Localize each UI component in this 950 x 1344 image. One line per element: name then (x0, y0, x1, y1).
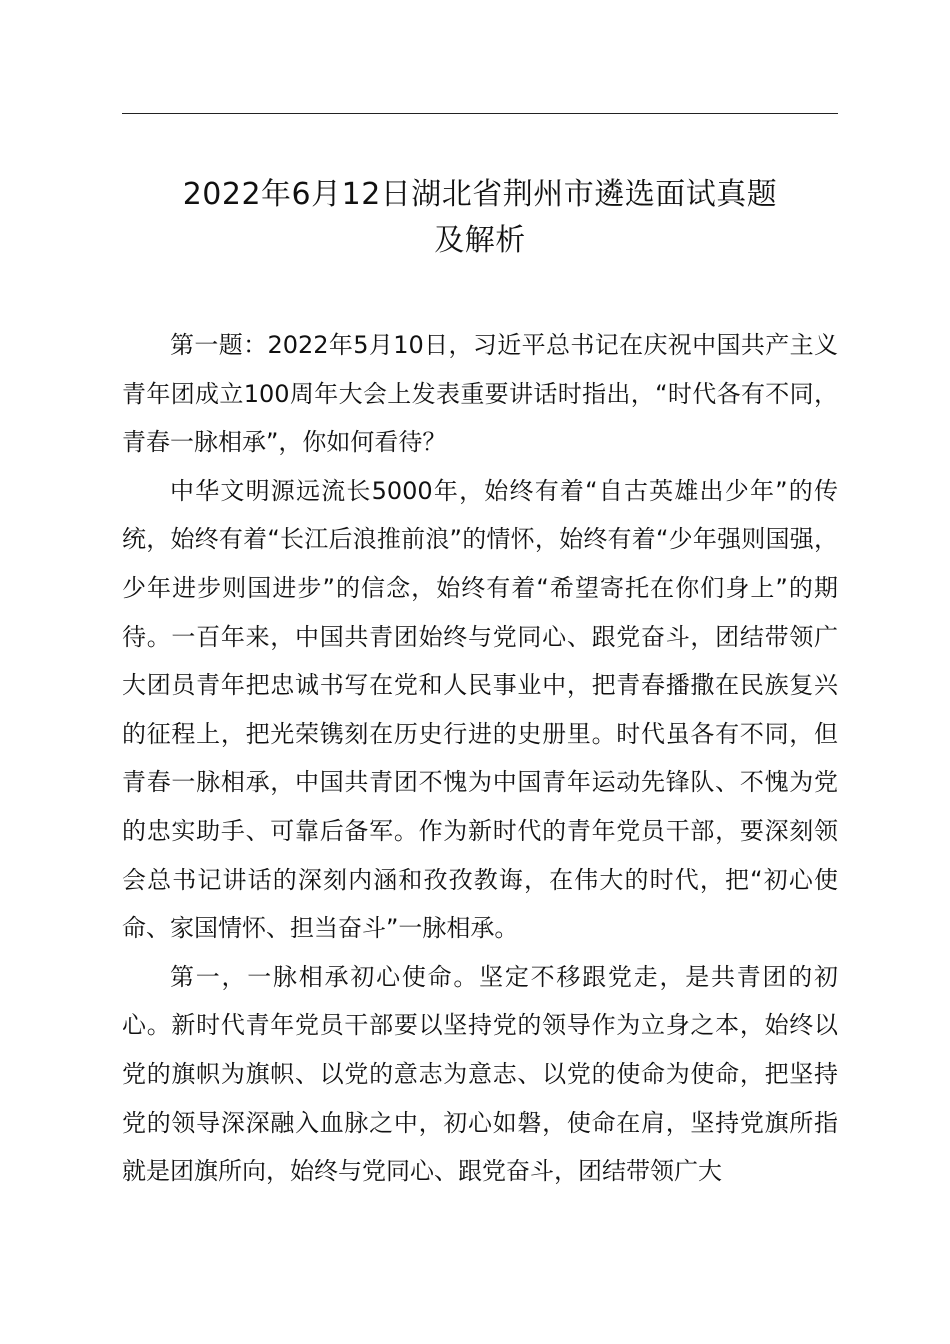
answer-point-one-paragraph: 第一，一脉相承初心使命。坚定不移跟党走，是共青团的初心。新时代青年党员干部要以坚持党的领导作为立身之本，始终以党的旗帜为旗帜、以党的意志为意志、以党的使命为使命，把坚持党的领导深深融入血脉之中，初心如磐，使命在肩，坚持党旗所指就是团旗所向，始终与党同心、跟党奋斗，团结带领广大 (122, 962, 838, 1186)
header-rule (122, 113, 838, 114)
document-body (122, 321, 838, 1196)
document-title (122, 172, 838, 264)
title-line-2: 及解析 (434, 223, 526, 258)
question-paragraph: 第一题：2022年5月10日，习近平总书记在庆祝中国共产主义青年团成立100周年大会上发表重要讲话时指出，“时代各有不同，青春一脉相承”，你如何看待？ (122, 331, 838, 457)
answer-intro-paragraph: 中华文明源远流长5000年，始终有着“自古英雄出少年”的传统，始终有着“长江后浪推前浪”的情怀，始终有着“少年强则国强，少年进步则国进步”的信念，始终有着“希望寄托在你们身上”的期待。一百年来，中国共青团始终与党同心、跟党奋斗，团结带领广大团员青年把忠诚书写在党和人民事业中，把青春播撒在民族复兴的征程上，把光荣镌刻在历史行进的史册里。时代虽各有不同，但青春一脉相承，中国共青团不愧为中国青年运动先锋队、不愧为党的忠实助手、可靠后备军。作为新时代的青年党员干部，要深刻领会总书记讲话的深刻内涵和孜孜教诲，在伟大的时代，把“初心使命、家国情怀、担当奋斗”一脉相承。 (122, 476, 838, 943)
title-line-1: 2022年6月12日湖北省荆州市遴选面试真题 (182, 177, 778, 212)
